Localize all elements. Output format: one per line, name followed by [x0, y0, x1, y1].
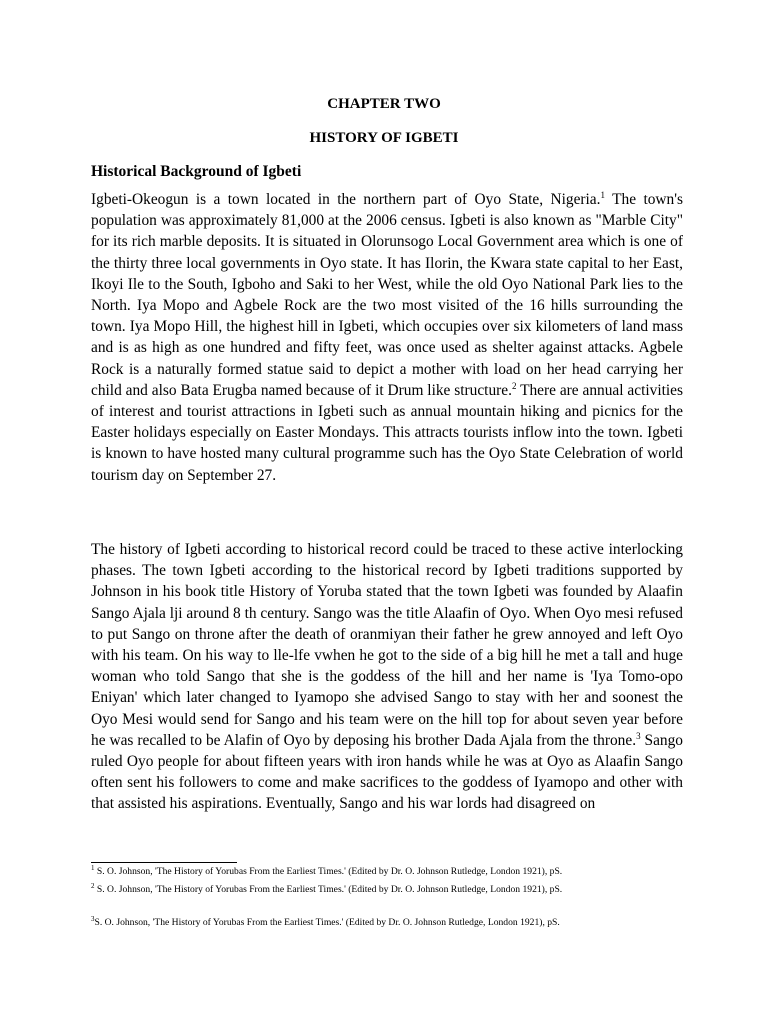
chapter-title: CHAPTER TWO	[327, 96, 441, 112]
footnote-3-text: S. O. Johnson, 'The History of Yorubas From the Earliest Times.' (Edited by Dr. O. Johnson Rutledge, London 1921), pS.	[94, 917, 560, 928]
paragraph-2-text-a: The history of Igbeti according to historical record could be traced to these active interlocking phases. The town Igbeti according to the historical record by Igbeti traditions supported by Johnson in his book title History of Yoruba stated that the town Igbeti was founded by Alaafin Sango Ajala lji around 8 th century. Sango was the title Alaafin of Oyo. When Oyo mesi refused to put Sango on throne after the death of oranmiyan their father he grew annoyed and left Oyo with his team. On his way to lle-lfe vwhen he got to the side of a big hill he met a tall and huge woman who told Sango that she is the goddess of the hill and her name is 'Iya Tomo-opo Eniyan' which later changed to Iyamopo she advised Sango to stay with her and soonest the Oyo Mesi would send for Sango and his team were on the hill top for about seven year before he was recalled to be Alafin of Oyo by deposing his brother Dada Ajala from the throne.	[91, 541, 683, 749]
footnote-1-text: S. O. Johnson, 'The History of Yorubas From the Earliest Times.' (Edited by Dr. O. Johnson Rutledge, London 1921), pS.	[94, 866, 563, 877]
footnote-1-number: 1	[91, 863, 95, 872]
footnote-2	[91, 883, 691, 897]
footnote-1	[91, 865, 691, 879]
paragraph-1-text-b: The town's population was approximately 81,000 at the 2006 census. Igbeti is also known as "Marble City" for its rich marble deposits. It is situated in Olorunsogo Local Government area which is one of the thirty three local governments in Oyo state. It has Ilorin, the Kwara state capital to her East, Ikoyi Ile to the South, Igboho and Saki to her West, while the old Oyo National Park lies to the North. Iya Mopo and Agbele Rock are the two most visited of the 16 hills surrounding the town. Iya Mopo Hill, the highest hill in Igbeti, which occupies over six kilometers of land mass and is as high as one hundred and fifty feet, was once used as shelter against attacks. Agbele Rock is a naturally formed statue said to depict a mother with load on her head carrying her child and also Bata Erugba named because of it Drum like structure.	[91, 191, 684, 399]
paragraph-1-text-a: Igbeti-Okeogun is a town located in the northern part of Oyo State, Nigeria.	[91, 191, 601, 208]
footnote-3	[91, 916, 691, 930]
section-heading: Historical Background of Igbeti	[91, 163, 302, 180]
paragraph-1-text-c: There are annual activities of interest and tourist attractions in Igbeti such as annual mountain hiking and picnics for the Easter holidays especially on Easter Mondays. This attracts tourists inflow into the town. Igbeti is known to have hosted many cultural programme such has the Oyo State Celebration of world tourism day on September 27.	[91, 381, 683, 484]
paragraph-2-text-b: Sango ruled Oyo people for about fifteen years with iron hands while he was at Oyo as Alaafin Sango often sent his followers to come and make sacrifices to the goddess of Iyamopo and other with that assisted his aspirations. Eventually, Sango and his war lords had disagreed on	[91, 731, 684, 813]
paragraph-1	[91, 189, 683, 486]
footnote-ref-3: 3	[636, 730, 641, 741]
footnote-3-number: 3	[91, 914, 95, 923]
history-title: HISTORY OF IGBETI	[309, 130, 459, 146]
footnote-2-number: 2	[91, 881, 95, 890]
footnote-ref-2: 2	[511, 380, 517, 391]
footnote-2-text: S. O. Johnson, 'The History of Yorubas From the Earliest Times.' (Edited by Dr. O. Johnson Rutledge, London 1921), pS.	[94, 884, 563, 895]
footnote-divider	[91, 862, 237, 863]
footnote-ref-1: 1	[600, 189, 605, 200]
paragraph-2	[91, 539, 683, 815]
